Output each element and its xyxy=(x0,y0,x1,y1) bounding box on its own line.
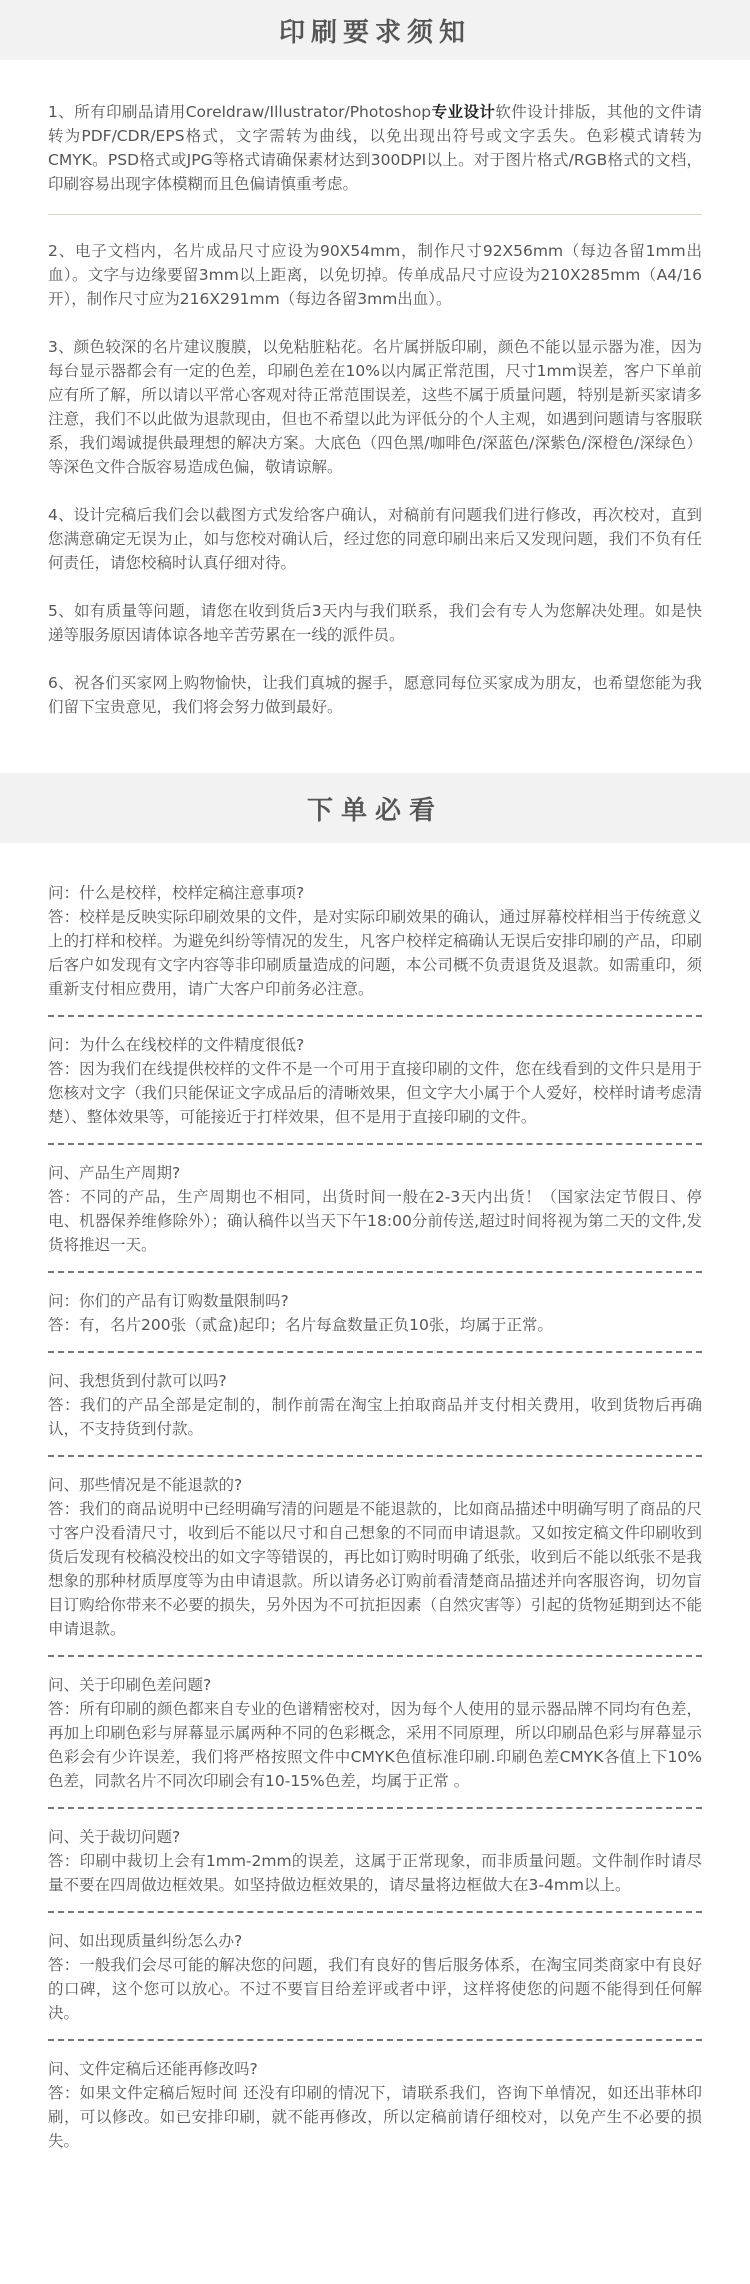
faq-question: 问、关于印刷色差问题? xyxy=(48,1676,212,1694)
notice-paragraph-1-pre: 1、所有印刷品请用Coreldraw/Illustrator/Photoshop xyxy=(48,103,432,121)
faq-answer: 答：如果文件定稿后短时间 还没有印刷的情况下，请联系我们，咨询下单情况，如还出菲林印刷，可以修改。如已安排印刷，就不能再修改，所以定稿前请仔细校对，以免产生不必要的损失。 xyxy=(48,2084,702,2150)
faq-item xyxy=(48,1289,702,1337)
faq-separator xyxy=(48,1015,702,1017)
faq-question: 问、那些情况是不能退款的? xyxy=(48,1476,243,1494)
notice-paragraph-2: 2、电子文档内，名片成品尺寸应设为90X54mm，制作尺寸92X56mm（每边各留1mm出血）。文字与边缘要留3mm以上距离，以免切掉。传单成品尺寸应设为210X285mm（A4/16开），制作尺寸应为216X291mm（每边各留3mm出血）。 xyxy=(48,242,702,308)
faq-item xyxy=(48,2057,702,2153)
faq-answer: 答：不同的产品，生产周期也不相同，出货时间一般在2-3天内出货！（国家法定节假日、停电、机器保养维修除外）；确认稿件以当天下午18:00分前传送,超过时间将视为第二天的文件,发货将推迟一天。 xyxy=(48,1188,702,1254)
notice-divider xyxy=(48,214,702,215)
faq-answer: 答：校样是反映实际印刷效果的文件，是对实际印刷效果的确认，通过屏幕校样相当于传统意义上的打样和校样。为避免纠纷等情况的发生，凡客户校样定稿确认无误后安排印刷的产品，印刷后客户如发现有文字内容等非印刷质量造成的问题，本公司概不负责退货及退款。如需重印，须重新支付相应费用，请广大客户印前务必注意。 xyxy=(48,908,702,998)
notice-title: 印刷要求须知 xyxy=(278,17,471,48)
faq-item xyxy=(48,1673,702,1793)
faq-answer: 答：我们的产品全部是定制的，制作前需在淘宝上拍取商品并支付相关费用，收到货物后再确认，不支持货到付款。 xyxy=(48,1396,702,1438)
faq-question: 问、文件定稿后还能再修改吗? xyxy=(48,2060,258,2078)
faq-separator xyxy=(48,1143,702,1145)
notice-paragraph-1-bold: 专业设计 xyxy=(431,103,496,121)
faq-item xyxy=(48,881,702,1001)
notice-paragraph-6: 6、祝各们买家网上购物愉快，让我们真城的握手，愿意同每位买家成为朋友，也希望您能为我们留下宝贵意见，我们将会努力做到最好。 xyxy=(48,674,702,716)
faq-answer: 答：一般我们会尽可能的解决您的问题，我们有良好的售后服务体系，在淘宝同类商家中有良好的口碑，这个您可以放心。不过不要盲目给差评或者中评，这样将使您的问题不能得到任何解决。 xyxy=(48,1956,702,2022)
faq-answer: 答：有，名片200张（贰盒)起印；名片每盒数量正负10张，均属于正常。 xyxy=(48,1316,553,1334)
faq-question: 问、如出现质量纠纷怎么办? xyxy=(48,1932,243,1950)
faq-item xyxy=(48,1161,702,1257)
faq-question: 问：什么是校样，校样定稿注意事项? xyxy=(48,884,305,902)
notice-paragraph-3: 3、颜色较深的名片建议腹膜，以免粘脏粘花。名片属拼版印刷，颜色不能以显示器为准，因为每台显示器都会有一定的色差，印刷色差在10%以内属正常范围，尺寸1mm误差，客户下单前应有所了解，所以请以平常心客观对待正常范围误差，这些不属于质量问题，特别是新买家请多注意，我们不以此做为退款现由，但也不希望以此为评低分的个人主观，如遇到问题请与客服联系，我们竭诚提供最理想的解决方案。大底色（四色黑/咖啡色/深蓝色/深紫色/深橙色/深绿色）等深色文件合版容易造成色偏，敬请谅解。 xyxy=(48,338,702,476)
faq-separator xyxy=(48,1655,702,1657)
faq-separator xyxy=(48,1271,702,1273)
notice-paragraph-5: 5、如有质量等问题，请您在收到货后3天内与我们联系，我们会有专人为您解决处理。如是快递等服务原因请体谅各地辛苦劳累在一线的派件员。 xyxy=(48,602,702,644)
notice-body xyxy=(0,60,750,719)
order-title: 下单必看 xyxy=(306,795,443,826)
faq-answer: 答：我们的商品说明中已经明确写清的问题是不能退款的，比如商品描述中明确写明了商品的尺寸客户没看清尺寸，收到后不能以尺寸和自己想象的不同而申请退款。又如按定稿文件印刷收到货后发现有校稿没校出的如文字等错误的，再比如订购时明确了纸张，收到后不能以纸张不是我想象的那种材质厚度等为由申请退款。所以请务必订购前看清楚商品描述并向客服咨询，切勿盲目订购给你带来不必要的损失，另外因为不可抗拒因素（自然灾害等）引起的货物延期到达不能申请退款。 xyxy=(48,1500,702,1638)
faq-answer: 答：因为我们在线提供校样的文件不是一个可用于直接印刷的文件，您在线看到的文件只是用于您核对文字（我们只能保证文字成品后的清晰效果，但文字大小属于个人爱好，校样时请考虑清楚）、整体效果等，可能接近于打样效果，但不是用于直接印刷的文件。 xyxy=(48,1060,702,1126)
notice-header xyxy=(0,0,750,60)
faq-item xyxy=(48,1033,702,1129)
faq-item xyxy=(48,1369,702,1441)
notice-paragraph-1-post: 软件设计排版，其他的文件请转为PDF/CDR/EPS格式，文字需转为曲线，以免出现出符号或文字丢失。色彩模式请转为CMYK。PSD格式或JPG等格式请确保素材达到300DPI以上。对于图片格式/RGB格式的文档，印刷容易出现字体模糊而且色偏请慎重考虑。 xyxy=(48,103,702,193)
faq-question: 问：你们的产品有订购数量限制吗? xyxy=(48,1292,289,1310)
faq-question: 问、产品生产周期? xyxy=(48,1164,181,1182)
notice-paragraph-4: 4、设计完稿后我们会以截图方式发给客户确认，对稿前有问题我们进行修改，再次校对，直到您满意确定无误为止，如与您校对确认后，经过您的同意印刷出来后又发现问题，我们不负有任何责任，请您校稿时认真仔细对待。 xyxy=(48,506,702,572)
faq-answer: 答：印刷中裁切上会有1mm-2mm的误差，这属于正常现象，而非质量问题。文件制作时请尽量不要在四周做边框效果。如坚持做边框效果的，请尽量将边框做大在3-4mm以上。 xyxy=(48,1852,702,1894)
order-header xyxy=(0,773,750,843)
faq-item xyxy=(48,1929,702,2025)
faq-separator xyxy=(48,1911,702,1913)
faq-list xyxy=(0,843,750,2153)
notice-paragraph-1 xyxy=(48,100,702,196)
faq-separator xyxy=(48,2039,702,2041)
faq-answer: 答：所有印刷的颜色都来自专业的色谱精密校对，因为每个人使用的显示器品牌不同均有色差，再加上印刷色彩与屏幕显示属两种不同的色彩概念，采用不同原理，所以印刷品色彩与屏幕显示色彩会有少许误差，我们将严格按照文件中CMYK色值标准印刷.印刷色差CMYK各值上下10%色差，同款名片不同次印刷会有10-15%色差，均属于正常 。 xyxy=(48,1700,702,1790)
faq-item xyxy=(48,1825,702,1897)
faq-separator xyxy=(48,1807,702,1809)
faq-question: 问：为什么在线校样的文件精度很低? xyxy=(48,1036,305,1054)
faq-separator xyxy=(48,1351,702,1353)
faq-item xyxy=(48,1473,702,1641)
faq-separator xyxy=(48,1455,702,1457)
faq-question: 问、我想货到付款可以吗? xyxy=(48,1372,227,1390)
faq-question: 问、关于裁切问题? xyxy=(48,1828,181,1846)
